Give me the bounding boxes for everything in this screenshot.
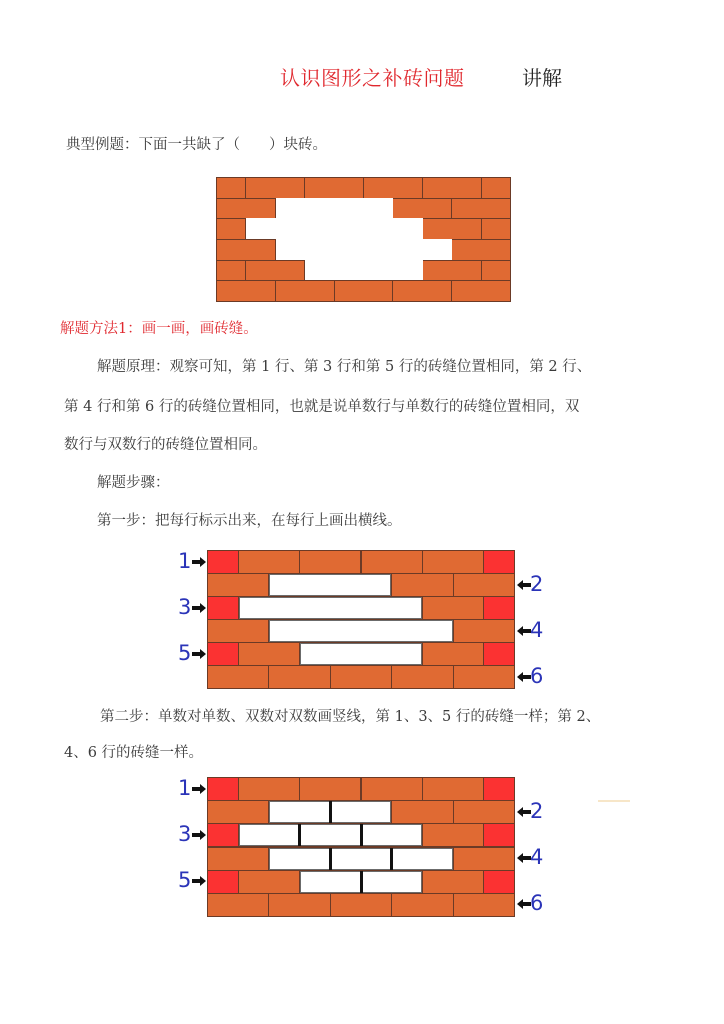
brick <box>422 777 484 801</box>
brick <box>422 218 482 240</box>
missing-bricks-area <box>239 824 422 846</box>
missing-bricks-area <box>246 218 422 240</box>
missing-bricks-area <box>269 620 452 642</box>
brick <box>422 823 484 847</box>
brick <box>207 573 269 597</box>
brick <box>391 665 453 689</box>
brick <box>304 177 364 199</box>
drawn-seam-line <box>329 801 332 823</box>
principle-line-1: 解题原理：观察可知，第 1 行、第 3 行和第 5 行的砖缝位置相同，第 2 行、 <box>97 359 592 375</box>
arrow-right-icon <box>192 603 206 613</box>
brick <box>238 550 300 574</box>
brick <box>453 893 515 917</box>
brick <box>451 198 511 220</box>
brick <box>268 665 330 689</box>
row-number-label: 1 <box>178 775 192 800</box>
arrow-right-icon <box>192 557 206 567</box>
principle-line-2: 第 4 行和第 6 行的砖缝位置相同，也就是说单数行与单数行的砖缝位置相同，双 <box>64 399 580 415</box>
brick <box>216 198 276 220</box>
arrow-left-icon <box>517 899 531 909</box>
drawn-seam-line <box>390 848 393 870</box>
brick <box>245 260 305 282</box>
brick <box>238 870 300 894</box>
missing-bricks-area <box>276 198 394 220</box>
brick <box>207 619 269 643</box>
brick <box>483 550 515 574</box>
brick <box>453 847 515 871</box>
brick <box>361 550 423 574</box>
row-number-label: 4 <box>530 617 544 642</box>
steps-heading: 解题步骤： <box>97 475 170 491</box>
brick <box>483 642 515 666</box>
brick <box>299 550 361 574</box>
arrow-left-icon <box>517 580 531 590</box>
missing-bricks-area <box>300 643 422 665</box>
brick <box>299 777 361 801</box>
brick <box>422 177 482 199</box>
row-number-label: 2 <box>530 798 544 823</box>
brick <box>216 239 276 261</box>
brick <box>361 777 423 801</box>
missing-bricks-area <box>269 574 391 596</box>
brick <box>330 665 392 689</box>
method-heading: 解题方法1：画一画，画砖缝。 <box>60 321 258 337</box>
arrow-right-icon <box>192 649 206 659</box>
brick <box>453 665 515 689</box>
arrow-left-icon <box>517 807 531 817</box>
row-number-label: 3 <box>178 821 192 846</box>
row-number-label: 6 <box>530 663 544 688</box>
brick <box>483 870 515 894</box>
row-number-label: 5 <box>178 868 192 893</box>
brick <box>392 198 452 220</box>
title-main: 认识图形之补砖问题 <box>280 66 465 90</box>
row-number-label: 2 <box>530 571 544 596</box>
brick <box>207 665 269 689</box>
arrow-right-icon <box>192 784 206 794</box>
row-number-label: 3 <box>178 594 192 619</box>
brick <box>207 642 239 666</box>
missing-bricks-area <box>269 848 452 870</box>
brick <box>481 260 511 282</box>
brick <box>238 777 300 801</box>
row-number-label: 1 <box>178 548 192 573</box>
arrow-left-icon <box>517 672 531 682</box>
missing-bricks-area <box>239 597 422 619</box>
row-number-label: 6 <box>530 891 544 916</box>
title-suffix: 讲解 <box>522 66 562 90</box>
example-question: 典型例题：下面一共缺了（ ）块砖。 <box>66 137 327 153</box>
arrow-right-icon <box>192 876 206 886</box>
brick <box>268 893 330 917</box>
brick <box>391 573 453 597</box>
faint-mark <box>598 800 630 802</box>
brick <box>238 642 300 666</box>
brick <box>481 177 511 199</box>
arrow-left-icon <box>517 853 531 863</box>
brick <box>483 823 515 847</box>
brick <box>207 777 239 801</box>
brick <box>422 596 484 620</box>
brick <box>207 823 239 847</box>
brick <box>483 777 515 801</box>
brick <box>207 870 239 894</box>
brick <box>422 870 484 894</box>
brick <box>363 177 423 199</box>
brick <box>216 260 246 282</box>
brick-wall-problem <box>216 177 510 301</box>
row-number-label: 5 <box>178 640 192 665</box>
drawn-seam-line <box>360 871 363 893</box>
brick <box>422 260 482 282</box>
drawn-seam-line <box>360 824 363 846</box>
brick <box>453 619 515 643</box>
brick <box>275 280 335 302</box>
brick <box>334 280 394 302</box>
drawn-seam-line <box>298 824 301 846</box>
principle-line-3: 数行与双数行的砖缝位置相同。 <box>64 437 267 453</box>
step-2-line-2: 4、6 行的砖缝一样。 <box>64 745 204 761</box>
brick <box>451 280 511 302</box>
brick <box>245 177 305 199</box>
brick <box>330 893 392 917</box>
row-number-label: 4 <box>530 845 544 870</box>
missing-bricks-area <box>276 239 452 261</box>
brick <box>453 573 515 597</box>
brick-wall-step2 <box>207 777 514 916</box>
brick <box>207 800 269 824</box>
brick <box>207 550 239 574</box>
brick <box>483 596 515 620</box>
brick <box>453 800 515 824</box>
brick <box>422 642 484 666</box>
brick <box>207 596 239 620</box>
brick <box>392 280 452 302</box>
brick <box>391 893 453 917</box>
brick <box>207 893 269 917</box>
missing-bricks-area <box>305 260 423 282</box>
step-1: 第一步：把每行标示出来，在每行上画出横线。 <box>97 513 402 529</box>
brick <box>422 550 484 574</box>
step-2-line-1: 第二步：单数对单数、双数对双数画竖线，第 1、3、5 行的砖缝一样；第 2、 <box>100 709 601 725</box>
brick <box>216 218 246 240</box>
drawn-seam-line <box>329 848 332 870</box>
brick <box>391 800 453 824</box>
brick <box>216 280 276 302</box>
arrow-left-icon <box>517 626 531 636</box>
brick <box>207 847 269 871</box>
arrow-right-icon <box>192 830 206 840</box>
brick <box>481 218 511 240</box>
brick <box>451 239 511 261</box>
brick <box>216 177 246 199</box>
brick-wall-step1 <box>207 550 514 688</box>
